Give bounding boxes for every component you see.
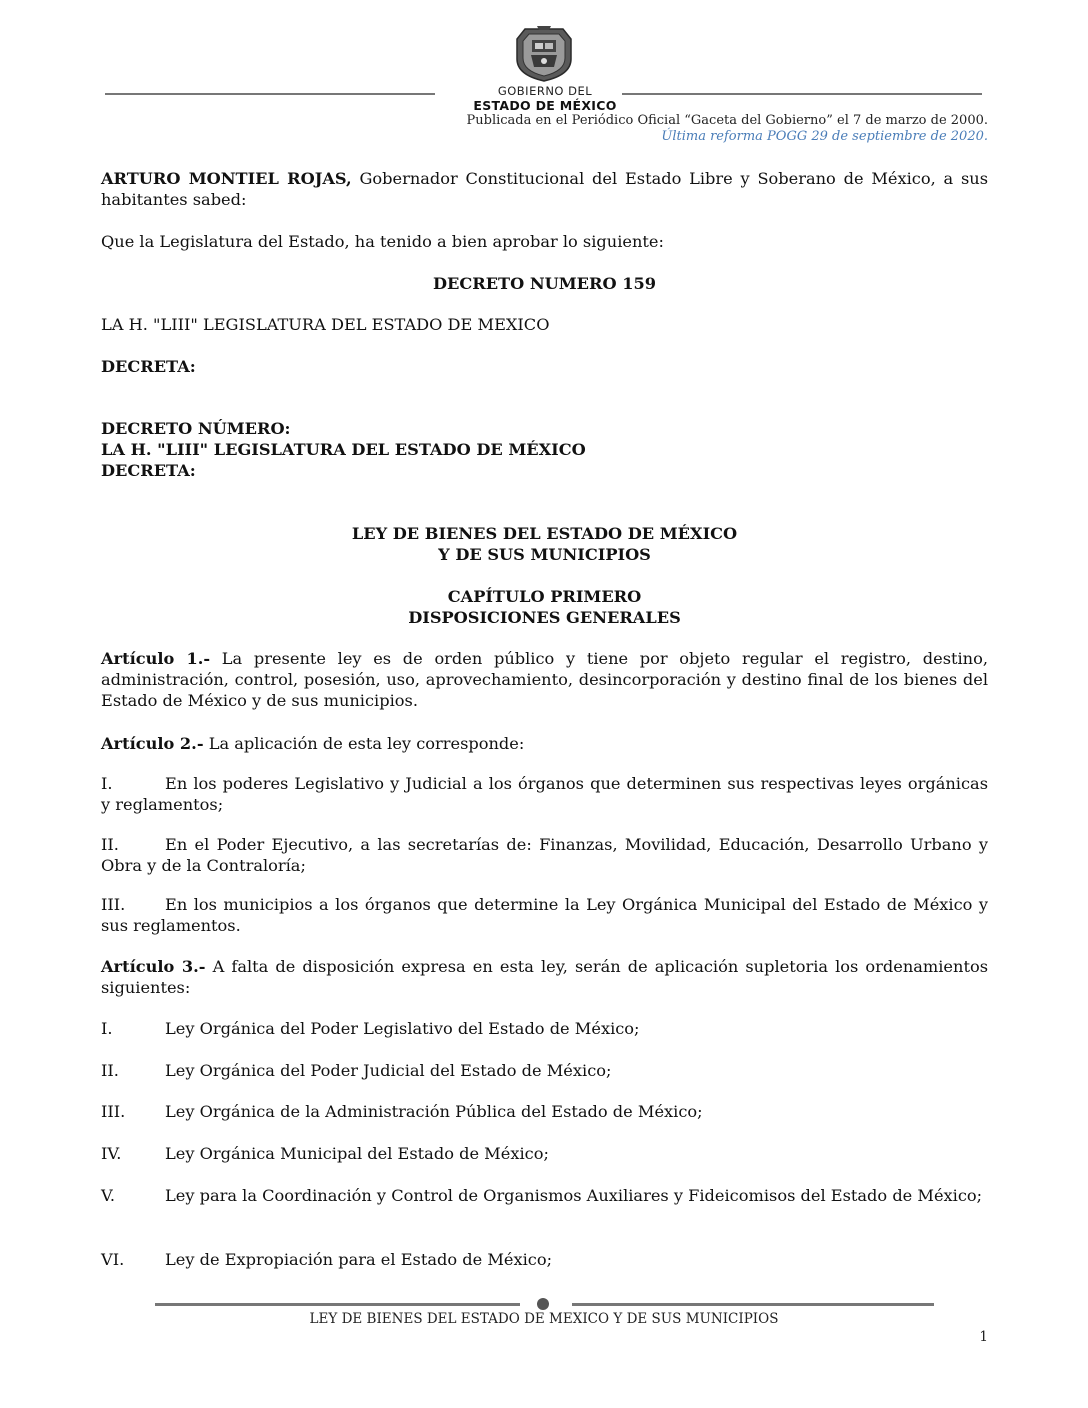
article-2-item — [101, 773, 988, 815]
article-2-item — [101, 834, 988, 876]
item-number: I. — [101, 774, 113, 793]
government-name-line2: ESTADO DE MÉXICO — [473, 98, 617, 113]
government-name-line1: GOBIERNO DEL — [497, 84, 593, 98]
chapter-heading: CAPÍTULO PRIMERO — [447, 587, 642, 606]
article-3-item — [101, 1143, 988, 1164]
governor-paragraph — [101, 168, 988, 210]
header-rule-left — [105, 93, 435, 95]
article-3-item — [101, 1060, 988, 1081]
item-number: V. — [101, 1186, 116, 1205]
item-number: III. — [101, 895, 126, 914]
legislature-line: LA H. "LIII" LEGISLATURA DEL ESTADO DE MEXICO — [101, 315, 550, 334]
header-rule-right — [622, 93, 982, 95]
decree-number-line: DECRETO NÚMERO: — [101, 419, 291, 438]
footer-dot-icon — [537, 1298, 549, 1310]
footer-title: LEY DE BIENES DEL ESTADO DE MEXICO Y DE SUS MUNICIPIOS — [309, 1311, 779, 1327]
article-1-label: Artículo 1.- — [101, 649, 211, 668]
article-3-item — [101, 1018, 988, 1039]
item-number: II. — [101, 835, 119, 854]
article-2-text: La aplicación de esta ley corresponde: — [203, 734, 525, 753]
item-text: Ley Orgánica Municipal del Estado de México; — [165, 1144, 549, 1163]
article-3-item — [101, 1249, 988, 1270]
item-text: En los municipios a los órganos que determine la Ley Orgánica Municipal del Estado de México y sus reglamentos. — [101, 895, 988, 935]
item-text: Ley Orgánica del Poder Legislativo del Estado de México; — [165, 1019, 640, 1038]
article-3-item — [101, 1185, 988, 1206]
item-number: IV. — [101, 1144, 122, 1163]
governor-text: Gobernador Constitucional del Estado Libre y Soberano de México, a sus habitantes sabed: — [101, 169, 989, 209]
article-3-item — [101, 1101, 988, 1122]
legislature-paragraph: Que la Legislatura del Estado, ha tenido a bien aprobar lo siguiente: — [101, 232, 664, 251]
item-number: II. — [101, 1061, 119, 1080]
chapter-title: DISPOSICIONES GENERALES — [408, 608, 681, 627]
item-text: Ley Orgánica de la Administración Pública del Estado de México; — [165, 1102, 703, 1121]
item-number: III. — [101, 1102, 126, 1121]
publication-note: Publicada en el Periódico Oficial “Gaceta del Gobierno” el 7 de marzo de 2000. — [466, 113, 988, 128]
item-number: I. — [101, 1019, 113, 1038]
item-number: VI. — [101, 1250, 125, 1269]
coat-of-arms-logo — [511, 25, 577, 83]
law-title-line1: LEY DE BIENES DEL ESTADO DE MÉXICO — [351, 524, 738, 543]
item-text: Ley de Expropiación para el Estado de México; — [165, 1250, 553, 1269]
article-3-label: Artículo 3.- — [101, 957, 206, 976]
item-text: En los poderes Legislativo y Judicial a los órganos que determinen sus respectivas leyes orgánicas y reglamentos; — [101, 774, 988, 814]
decreta-heading: DECRETA: — [101, 357, 196, 376]
last-reform-note: Última reforma POGG 29 de septiembre de 2020. — [661, 129, 988, 144]
article-2-item — [101, 894, 988, 936]
footer-rule-left — [155, 1303, 520, 1306]
article-1-text: La presente ley es de orden público y tiene por objeto regular el registro, destino, administración, control, posesión, uso, aprovechamiento, desincorporación y destino final de los bienes del Estado de México y de sus municipios. — [101, 649, 989, 710]
page-number: 1 — [979, 1329, 988, 1345]
article-3 — [101, 956, 988, 998]
governor-name: ARTURO MONTIEL ROJAS, — [101, 169, 352, 188]
law-title-line2: Y DE SUS MUNICIPIOS — [438, 545, 651, 564]
article-2-label: Artículo 2.- — [101, 734, 204, 753]
decree-number-heading: DECRETO NUMERO 159 — [433, 274, 656, 293]
article-2 — [101, 733, 988, 754]
footer-rule-right — [572, 1303, 934, 1306]
legislature-line-bold: LA H. "LIII" LEGISLATURA DEL ESTADO DE MÉXICO — [101, 440, 586, 459]
decreta-heading-2: DECRETA: — [101, 461, 196, 480]
item-text: Ley Orgánica del Poder Judicial del Estado de México; — [165, 1061, 612, 1080]
article-3-text: A falta de disposición expresa en esta ley, serán de aplicación supletoria los ordenamientos siguientes: — [101, 957, 989, 997]
article-1 — [101, 648, 988, 711]
item-text: En el Poder Ejecutivo, a las secretarías de: Finanzas, Movilidad, Educación, Desarrollo Urbano y Obra y de la Contraloría; — [101, 835, 988, 875]
item-text: Ley para la Coordinación y Control de Organismos Auxiliares y Fideicomisos del Estado de México; — [165, 1186, 983, 1205]
